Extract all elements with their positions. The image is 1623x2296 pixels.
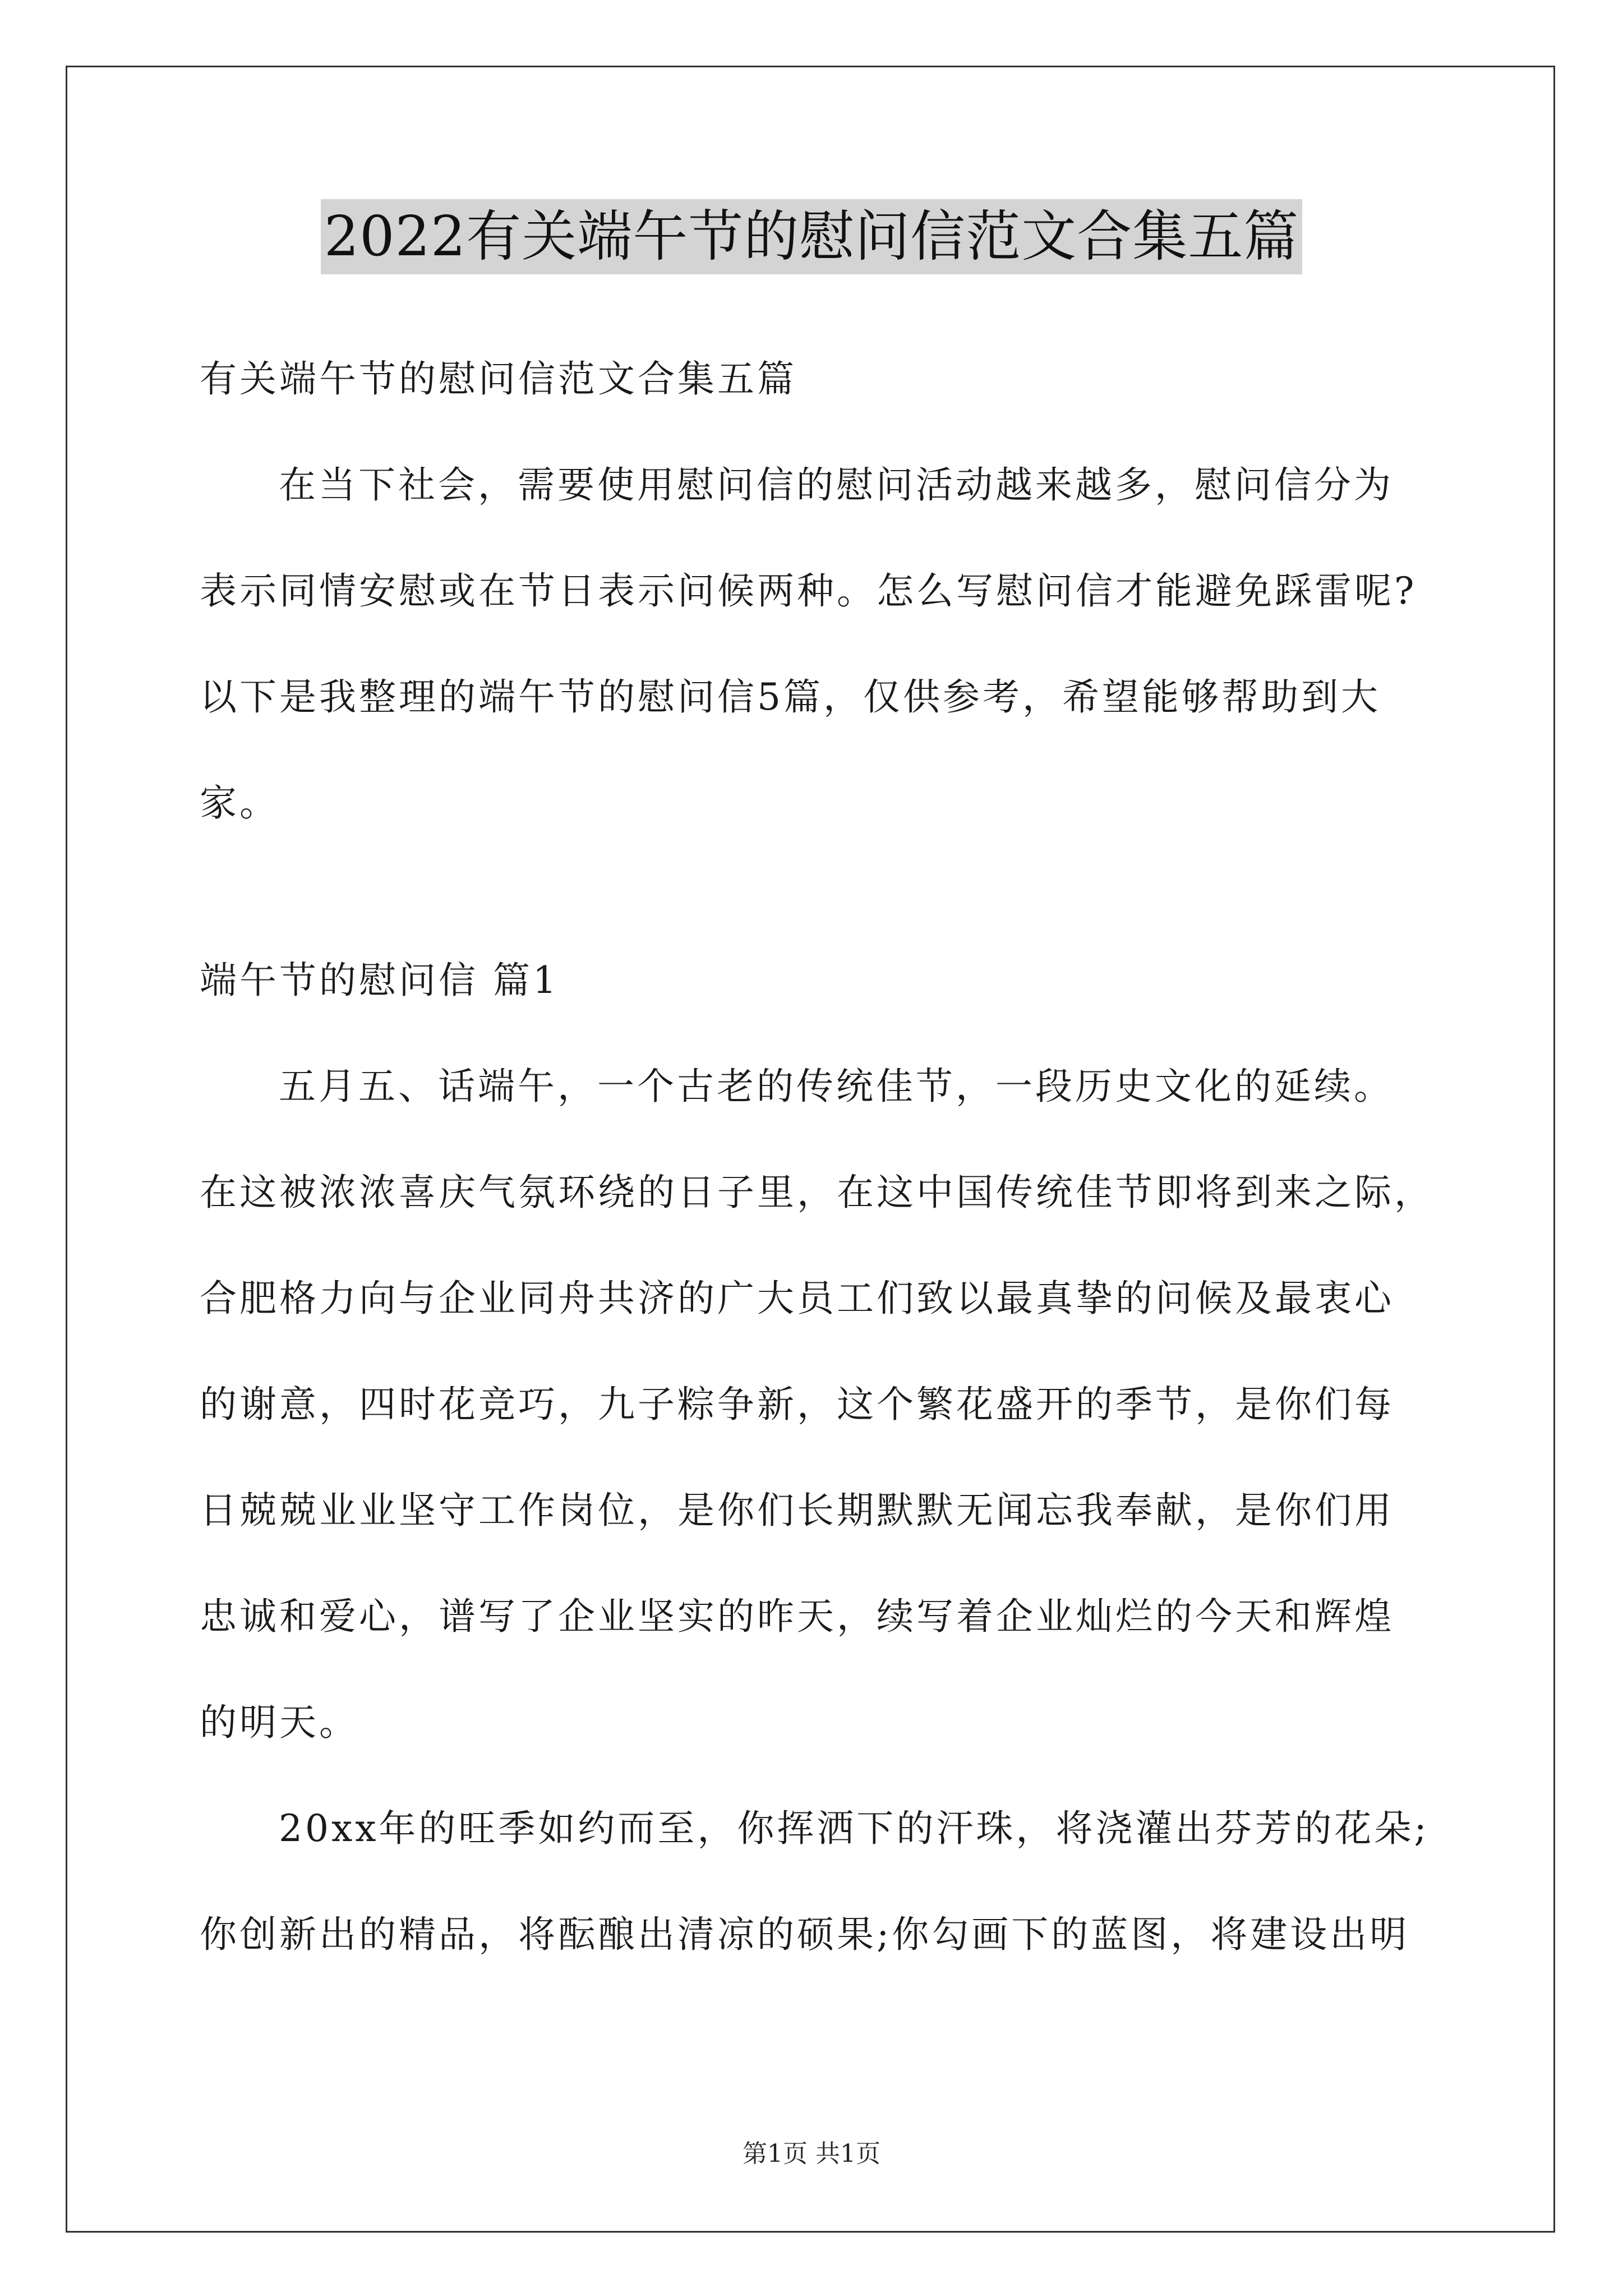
paragraph-line: 日兢兢业业坚守工作岗位，是你们长期默默无闻忘我奉献，是你们用 <box>200 1489 1394 1532</box>
paragraph-line: 你创新出的精品，将酝酿出清凉的硕果;你勾画下的蓝图，将建设出明 <box>200 1913 1410 1956</box>
document-subtitle: 有关端午节的慰问信范文合集五篇 <box>200 357 797 401</box>
paragraph-line: 的明天。 <box>200 1701 359 1744</box>
intro-line: 以下是我整理的端午节的慰问信5篇，仅供参考，希望能够帮助到大 <box>200 675 1381 719</box>
paragraph-line: 五月五、话端午，一个古老的传统佳节，一段历史文化的延续。 <box>279 1065 1394 1108</box>
paragraph-line: 合肥格力向与企业同舟共济的广大员工们致以最真挚的问候及最衷心 <box>200 1277 1394 1320</box>
intro-line: 表示同情安慰或在节日表示问候两种。怎么写慰问信才能避免踩雷呢? <box>200 569 1417 613</box>
intro-line: 家。 <box>200 781 279 825</box>
intro-line: 在当下社会，需要使用慰问信的慰问活动越来越多，慰问信分为 <box>279 463 1394 507</box>
document-title: 2022有关端午节的慰问信范文合集五篇 <box>321 199 1302 274</box>
title-wrap <box>0 199 1623 274</box>
paragraph-line: 忠诚和爱心，谱写了企业坚实的昨天，续写着企业灿烂的今天和辉煌 <box>200 1595 1394 1638</box>
paragraph-line: 的谢意，四时花竞巧，九子粽争新，这个繁花盛开的季节，是你们每 <box>200 1383 1394 1426</box>
paragraph-line: 20xx年的旺季如约而至，你挥洒下的汗珠，将浇灌出芬芳的花朵; <box>279 1807 1430 1850</box>
page-footer: 第1页 共1页 <box>743 2139 880 2168</box>
section-heading: 端午节的慰问信 篇1 <box>200 959 559 1002</box>
paragraph-line: 在这被浓浓喜庆气氛环绕的日子里，在这中国传统佳节即将到来之际， <box>200 1171 1434 1214</box>
